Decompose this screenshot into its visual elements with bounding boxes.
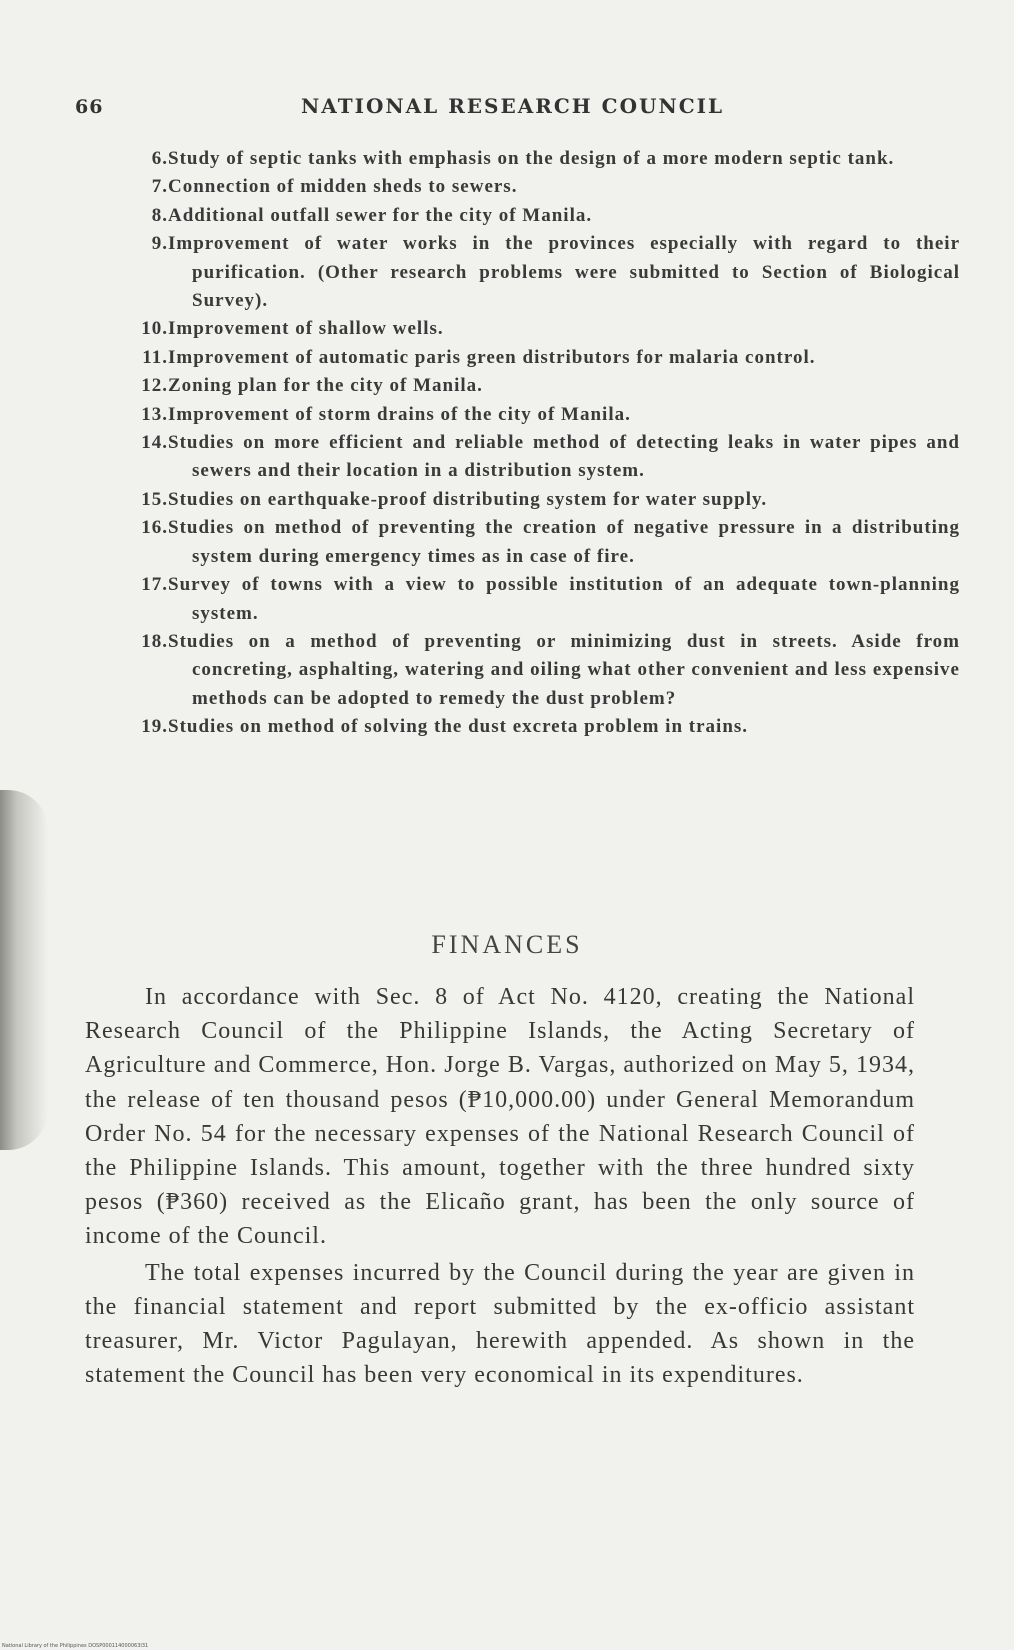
item-number: 9.: [151, 233, 168, 255]
list-item: [120, 429, 960, 486]
running-title: NATIONAL RESEARCH COUNCIL: [301, 94, 725, 118]
item-number: 18.: [141, 630, 168, 652]
list-item: [120, 486, 960, 514]
list-item: [120, 145, 960, 173]
binding-shadow: [0, 790, 48, 1150]
item-text: Studies on method of solving the dust excreta problem in trains.: [168, 716, 749, 738]
research-problems-list: [120, 145, 960, 742]
finances-paragraph-1: In accordance with Sec. 8 of Act No. 4120, creating the National Research Council of the Philippine Islands, the Acting Secretary of Agriculture and Commerce, Hon. Jorge B. Vargas, authorized on May 5, 1934, the release of ten thousand pesos (₱10,000.00) under General Memorandum Order No. 54 for the necessary expenses of the National Research Council of the Philippine Islands. This amount, together with the three hundred sixty pesos (₱360) received as the Elicaño grant, has been the only source of income of the Council.: [85, 984, 915, 1250]
item-number: 8.: [151, 204, 168, 226]
item-number: 7.: [151, 176, 168, 198]
list-item: [120, 628, 960, 713]
item-text: Study of septic tanks with emphasis on the design of a more modern septic tank.: [168, 148, 895, 169]
item-text: Improvement of shallow wells.: [168, 318, 444, 340]
list-item: [120, 713, 960, 741]
item-number: 13.: [141, 403, 168, 425]
item-number: 14.: [141, 432, 168, 454]
item-text: Additional outfall sewer for the city of Manila.: [168, 204, 593, 226]
scan-credit: National Library of the Philippines DOSP000114000063I31: [2, 1643, 149, 1649]
item-number: 12.: [141, 375, 168, 397]
item-text: Studies on earthquake-proof distributing system for water supply.: [168, 488, 768, 510]
item-number: 16.: [141, 517, 168, 539]
item-number: 10.: [141, 318, 168, 340]
finances-paragraph-2: The total expenses incurred by the Council during the year are given in the financial statement and report submitted by the ex-officio assistant treasurer, Mr. Victor Pagulayan, herewith appended. As shown in the statement the Council has been very economical in its expenditures.: [85, 1259, 915, 1389]
item-text: Connection of midden sheds to sewers.: [168, 176, 518, 198]
list-item: [120, 344, 960, 372]
item-number: 15.: [141, 488, 168, 510]
running-head: [75, 92, 955, 128]
list-item: [120, 401, 960, 429]
item-text: Studies on a method of preventing or minimizing dust in streets. Aside from concreting, asphalting, watering and oiling what other convenient and less expensive methods can be adopted to remedy the dust problem?: [168, 630, 960, 709]
item-text: Improvement of water works in the provinces especially with regard to their purification. (Other research problems were submitted to Section of Biological Survey).: [168, 233, 960, 312]
list-item: [120, 571, 960, 628]
item-text: Studies on method of preventing the creation of negative pressure in a distributing system during emergency times as in case of fire.: [168, 517, 960, 567]
finances-heading: FINANCES: [431, 930, 583, 959]
item-text: Studies on more efficient and reliable method of detecting leaks in water pipes and sewers and their location in a distribution system.: [168, 432, 960, 482]
item-number: 17.: [141, 574, 168, 596]
finances-body: [85, 980, 915, 1394]
item-number: 11.: [142, 346, 168, 368]
list-item: [120, 173, 960, 201]
page-number: 66: [75, 96, 104, 118]
item-text: Zoning plan for the city of Manila.: [168, 375, 483, 397]
item-number: 19.: [141, 716, 168, 738]
item-text: Improvement of storm drains of the city of Manila.: [168, 403, 631, 425]
list-item: [120, 202, 960, 230]
item-number: 6.: [151, 148, 168, 169]
item-text: Improvement of automatic paris green distributors for malaria control.: [168, 346, 816, 368]
item-text: Survey of towns with a view to possible institution of an adequate town-planning system.: [168, 574, 960, 624]
list-item: [120, 514, 960, 571]
list-item: [120, 372, 960, 400]
list-item: [120, 230, 960, 315]
list-item: [120, 315, 960, 343]
